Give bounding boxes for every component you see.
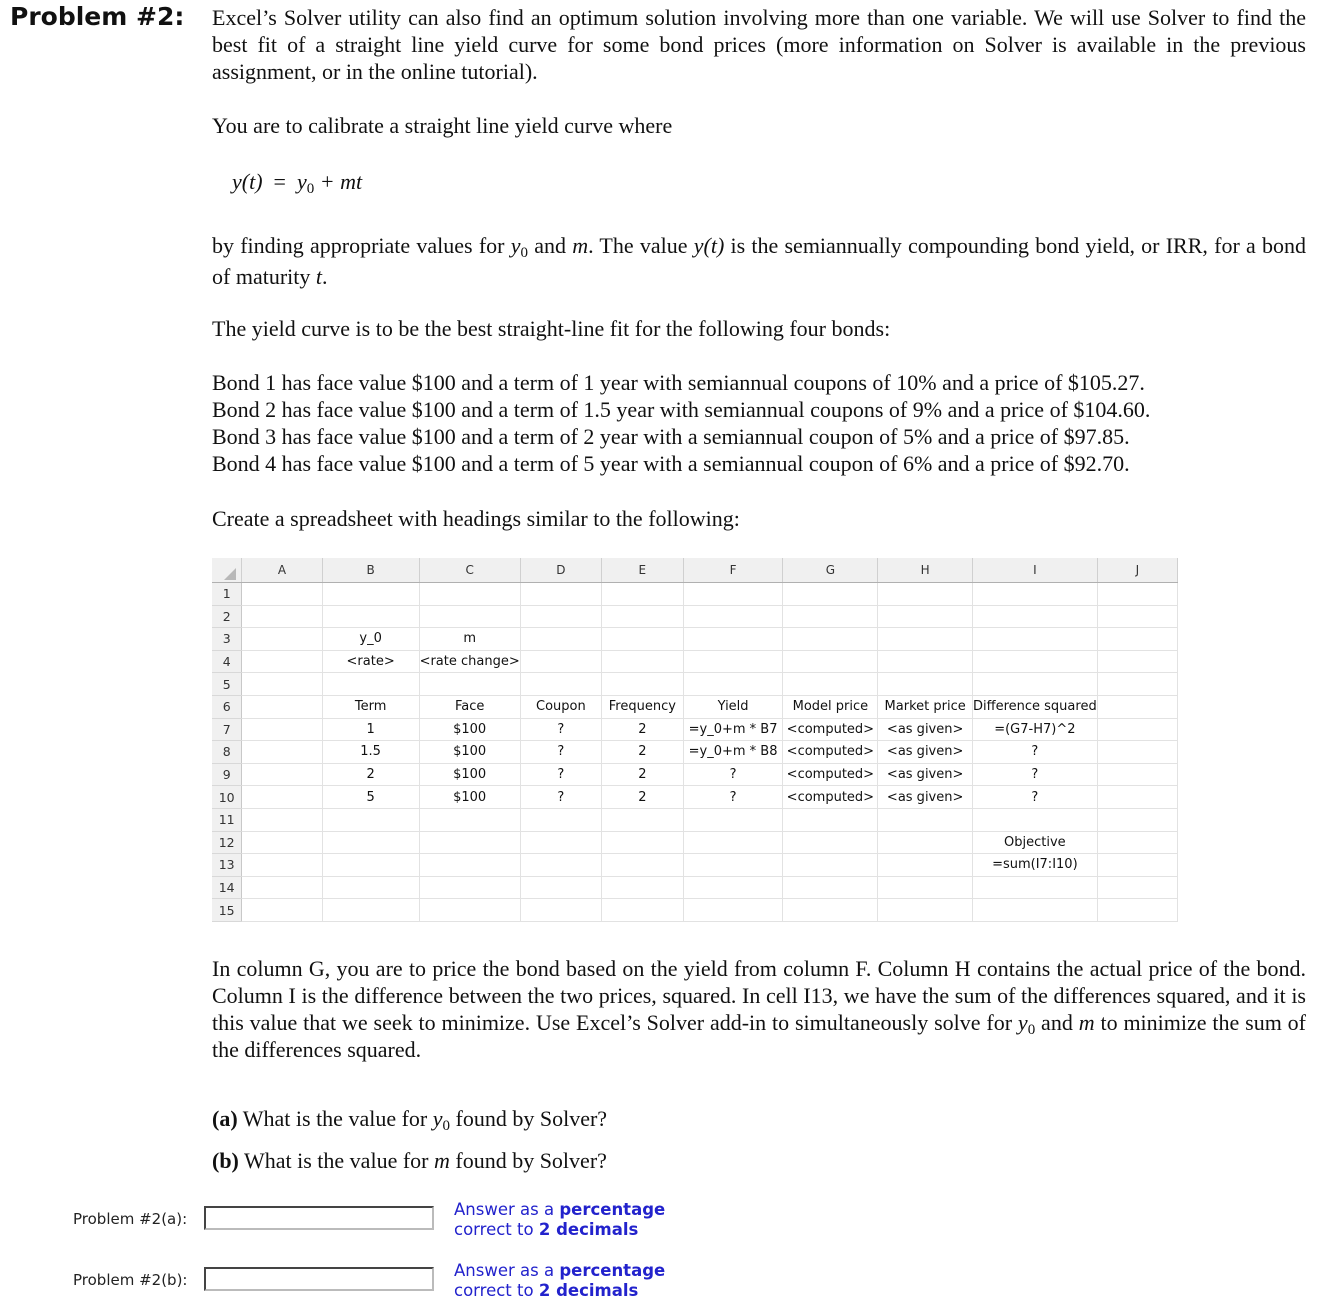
yield-formula: $y(t) = y_0$ + mt	[232, 169, 363, 197]
row-header[interactable]: 2	[212, 605, 242, 628]
sheet-cell[interactable]	[242, 583, 322, 606]
sheet-cell[interactable]	[520, 831, 601, 854]
question-b: (b) What is the value for m found by Solver?	[212, 1148, 607, 1173]
bond-line: Bond 4 has face value $100 and a term of 5 year with a semiannual coupon of 6% and a price of $92.70.	[212, 451, 1130, 476]
sheet-cell[interactable]	[242, 763, 322, 786]
sheet-cell[interactable]: ?	[520, 718, 601, 741]
row-header[interactable]: 3	[212, 628, 242, 651]
sheet-cell[interactable]	[602, 650, 684, 673]
sheet-cell[interactable]: <computed>	[783, 741, 878, 764]
sheet-cell[interactable]: ?	[973, 763, 1098, 786]
sheet-cell[interactable]	[683, 808, 783, 831]
sheet-cell[interactable]	[602, 831, 684, 854]
sheet-cell[interactable]: Difference squared	[973, 695, 1098, 718]
sheet-cell[interactable]	[973, 628, 1098, 651]
sheet-cell[interactable]: <as given>	[878, 718, 973, 741]
sheet-cell[interactable]: Model price	[783, 695, 878, 718]
sheet-cell[interactable]: m	[419, 628, 520, 651]
sheet-cell[interactable]	[783, 583, 878, 606]
sheet-cell[interactable]	[683, 583, 783, 606]
sheet-row	[212, 695, 1178, 718]
answer-a-input[interactable]	[204, 1206, 434, 1230]
sheet-cell[interactable]	[322, 673, 419, 696]
sheet-cell[interactable]	[242, 854, 322, 877]
sheet-cell[interactable]	[322, 854, 419, 877]
sheet-cell[interactable]	[242, 786, 322, 809]
sheet-cell[interactable]	[783, 808, 878, 831]
sheet-cell[interactable]	[520, 605, 601, 628]
sheet-cell[interactable]	[602, 628, 684, 651]
select-all-corner[interactable]	[212, 558, 242, 583]
sheet-cell[interactable]	[242, 899, 322, 922]
sheet-cell[interactable]	[322, 808, 419, 831]
sheet-cell[interactable]	[419, 831, 520, 854]
answer-b-hint: Answer as a percentage correct to 2 decimals	[454, 1261, 666, 1300]
sheet-cell[interactable]	[602, 876, 684, 899]
fit-text: The yield curve is to be the best straight-line fit for the following four bonds:	[212, 316, 891, 341]
sheet-cell[interactable]	[1097, 605, 1177, 628]
sheet-cell[interactable]	[783, 605, 878, 628]
sheet-cell[interactable]	[1097, 763, 1177, 786]
sheet-row	[212, 831, 1178, 854]
sheet-cell[interactable]: $100	[419, 763, 520, 786]
sheet-cell[interactable]: =(G7-H7)^2	[973, 718, 1098, 741]
row-header[interactable]: 4	[212, 650, 242, 673]
sheet-cell[interactable]	[1097, 854, 1177, 877]
sheet-cell[interactable]: <as given>	[878, 763, 973, 786]
spreadsheet	[212, 558, 1178, 922]
sheet-cell[interactable]	[683, 628, 783, 651]
sheet-cell[interactable]	[602, 854, 684, 877]
sheet-cell[interactable]: =y_0+m * B7	[683, 718, 783, 741]
sheet-cell[interactable]	[322, 899, 419, 922]
sheet-cell[interactable]	[1097, 673, 1177, 696]
sheet-cell[interactable]: <computed>	[783, 786, 878, 809]
row-header[interactable]: 13	[212, 854, 242, 877]
sheet-cell[interactable]: Yield	[683, 695, 783, 718]
sheet-row	[212, 628, 1178, 651]
sheet-cell[interactable]	[602, 808, 684, 831]
bond-line: Bond 1 has face value $100 and a term of 1 year with semiannual coupons of 10% and a price of $105.27.	[212, 370, 1145, 395]
answer-b-input[interactable]	[204, 1267, 434, 1291]
sheet-row	[212, 899, 1178, 922]
sheet-cell[interactable]: <rate>	[322, 650, 419, 673]
row-header[interactable]: 14	[212, 876, 242, 899]
sheet-row	[212, 763, 1178, 786]
sheet-cell[interactable]	[973, 673, 1098, 696]
sheet-cell[interactable]	[520, 628, 601, 651]
sheet-cell[interactable]: Term	[322, 695, 419, 718]
column-header[interactable]: C	[419, 558, 520, 583]
sheet-cell[interactable]: 2	[602, 763, 684, 786]
sheet-cell[interactable]	[419, 605, 520, 628]
sheet-cell[interactable]	[242, 741, 322, 764]
sheet-cell[interactable]	[419, 854, 520, 877]
sheet-cell[interactable]	[1097, 650, 1177, 673]
sheet-row	[212, 854, 1178, 877]
column-header[interactable]: G	[783, 558, 878, 583]
column-header-row	[212, 558, 1178, 583]
sheet-cell[interactable]: $100	[419, 718, 520, 741]
sheet-cell[interactable]	[1097, 899, 1177, 922]
sheet-cell[interactable]	[602, 583, 684, 606]
sheet-cell[interactable]: ?	[683, 786, 783, 809]
sheet-cell[interactable]	[973, 876, 1098, 899]
sheet-cell[interactable]: 2	[322, 763, 419, 786]
sheet-cell[interactable]	[419, 583, 520, 606]
row-header[interactable]: 11	[212, 808, 242, 831]
sheet-cell[interactable]: Market price	[878, 695, 973, 718]
sheet-cell[interactable]	[520, 854, 601, 877]
finding-paragraph: by finding appropriate values for $y_0$ and m. The value y(t) is the semiannually compounding bond yield, or IRR, for a bond of maturity t.	[212, 233, 1307, 289]
sheet-cell[interactable]	[242, 718, 322, 741]
sheet-cell[interactable]	[878, 605, 973, 628]
column-header[interactable]: I	[973, 558, 1098, 583]
sheet-cell[interactable]	[973, 808, 1098, 831]
sheet-cell[interactable]	[322, 583, 419, 606]
sheet-cell[interactable]: <rate change>	[419, 650, 520, 673]
sheet-cell[interactable]	[878, 876, 973, 899]
sheet-cell[interactable]: y_0	[322, 628, 419, 651]
sheet-cell[interactable]	[783, 854, 878, 877]
column-header[interactable]: E	[602, 558, 684, 583]
sheet-cell[interactable]: =y_0+m * B8	[683, 741, 783, 764]
sheet-cell[interactable]: ?	[973, 741, 1098, 764]
sheet-cell[interactable]	[419, 876, 520, 899]
sheet-cell[interactable]	[520, 583, 601, 606]
sheet-cell[interactable]: <as given>	[878, 786, 973, 809]
sheet-cell[interactable]: Coupon	[520, 695, 601, 718]
sheet-cell[interactable]	[878, 831, 973, 854]
sheet-cell[interactable]	[783, 831, 878, 854]
sheet-cell[interactable]: 5	[322, 786, 419, 809]
sheet-cell[interactable]	[783, 876, 878, 899]
sheet-cell[interactable]	[242, 831, 322, 854]
sheet-cell[interactable]: Frequency	[602, 695, 684, 718]
sheet-cell[interactable]	[878, 808, 973, 831]
sheet-cell[interactable]	[683, 650, 783, 673]
column-header[interactable]: F	[683, 558, 783, 583]
column-g-paragraph: In column G, you are to price the bond based on the yield from column F. Column H contains the actual price of the bond. Column I is the difference between the two prices, squared. In cell I13, we have the sum of the differences squared, and it is this value that we seek to minimize. Use Excel’s Solver add-in to simultaneously solve for $y_0$ and m to minimize the sum of the differences squared.	[212, 956, 1307, 1062]
sheet-cell[interactable]: =sum(I7:I10)	[973, 854, 1098, 877]
sheet-cell[interactable]	[783, 628, 878, 651]
sheet-cell[interactable]	[242, 673, 322, 696]
problem-title: Problem #2:	[10, 2, 185, 31]
bond-line: Bond 3 has face value $100 and a term of 2 year with a semiannual coupon of 5% and a price of $97.85.	[212, 424, 1130, 449]
sheet-cell[interactable]	[1097, 628, 1177, 651]
sheet-cell[interactable]	[242, 650, 322, 673]
sheet-cell[interactable]	[1097, 695, 1177, 718]
sheet-cell[interactable]: $100	[419, 786, 520, 809]
sheet-cell[interactable]	[242, 605, 322, 628]
sheet-cell[interactable]	[322, 876, 419, 899]
column-header[interactable]: J	[1097, 558, 1177, 583]
sheet-cell[interactable]	[419, 808, 520, 831]
sheet-cell[interactable]	[602, 899, 684, 922]
sheet-cell[interactable]	[520, 808, 601, 831]
sheet-cell[interactable]	[973, 899, 1098, 922]
sheet-cell[interactable]	[683, 876, 783, 899]
row-header[interactable]: 15	[212, 899, 242, 922]
sheet-cell[interactable]: ?	[973, 786, 1098, 809]
sheet-row	[212, 741, 1178, 764]
sheet-cell[interactable]	[520, 876, 601, 899]
sheet-cell[interactable]: <computed>	[783, 718, 878, 741]
question-a: (a) What is the value for $y_0$ found by Solver?	[212, 1106, 608, 1134]
sheet-cell[interactable]: ?	[520, 763, 601, 786]
sheet-cell[interactable]	[242, 695, 322, 718]
sheet-row	[212, 605, 1178, 628]
row-header[interactable]: 9	[212, 763, 242, 786]
sheet-cell[interactable]	[1097, 831, 1177, 854]
sheet-cell[interactable]	[1097, 583, 1177, 606]
sheet-cell[interactable]	[1097, 718, 1177, 741]
sheet-cell[interactable]: ?	[520, 741, 601, 764]
sheet-cell[interactable]	[322, 831, 419, 854]
answer-b-label: Problem #2(b):	[73, 1271, 188, 1289]
bond-list	[212, 369, 1306, 477]
sheet-row	[212, 650, 1178, 673]
sheet-row	[212, 876, 1178, 899]
sheet-cell[interactable]	[1097, 808, 1177, 831]
sheet-cell[interactable]	[683, 899, 783, 922]
sheet-row	[212, 673, 1178, 696]
calibrate-text: You are to calibrate a straight line yield curve where	[212, 113, 673, 138]
sheet-cell[interactable]	[419, 899, 520, 922]
create-text: Create a spreadsheet with headings similar to the following:	[212, 506, 740, 531]
sheet-cell[interactable]: Face	[419, 695, 520, 718]
sheet-row	[212, 808, 1178, 831]
sheet-cell[interactable]	[683, 673, 783, 696]
sheet-cell[interactable]	[242, 628, 322, 651]
sheet-cell[interactable]	[602, 673, 684, 696]
sheet-cell[interactable]	[242, 808, 322, 831]
row-header[interactable]: 8	[212, 741, 242, 764]
sheet-cell[interactable]: $100	[419, 741, 520, 764]
column-header[interactable]: B	[322, 558, 419, 583]
sheet-cell[interactable]	[520, 673, 601, 696]
sheet-cell[interactable]	[878, 854, 973, 877]
sheet-cell[interactable]	[602, 605, 684, 628]
sheet-cell[interactable]	[520, 899, 601, 922]
sheet-cell[interactable]	[973, 605, 1098, 628]
answer-a-label: Problem #2(a):	[73, 1210, 188, 1228]
sheet-cell[interactable]	[973, 650, 1098, 673]
sheet-cell[interactable]	[878, 583, 973, 606]
sheet-cell[interactable]	[878, 673, 973, 696]
sheet-cell[interactable]: ?	[520, 786, 601, 809]
sheet-cell[interactable]: ?	[683, 763, 783, 786]
sheet-cell[interactable]	[242, 876, 322, 899]
sheet-cell[interactable]	[1097, 741, 1177, 764]
sheet-cell[interactable]	[783, 650, 878, 673]
sheet-cell[interactable]: 2	[602, 786, 684, 809]
sheet-cell[interactable]: 2	[602, 718, 684, 741]
row-header[interactable]: 6	[212, 695, 242, 718]
sheet-row	[212, 718, 1178, 741]
column-header[interactable]: D	[520, 558, 601, 583]
row-header[interactable]: 12	[212, 831, 242, 854]
sheet-cell[interactable]	[683, 854, 783, 877]
answer-a-hint: Answer as a percentage correct to 2 decimals	[454, 1200, 666, 1239]
sheet-cell[interactable]	[878, 899, 973, 922]
sheet-cell[interactable]	[419, 673, 520, 696]
sheet-cell[interactable]	[973, 583, 1098, 606]
intro-paragraph: Excel’s Solver utility can also find an optimum solution involving more than one variable. We will use Solver to find the best fit of a straight line yield curve for some bond prices (more information on Solver is available in the previous assignment, or in the online tutorial).	[212, 5, 1306, 84]
sheet-cell[interactable]: 2	[602, 741, 684, 764]
row-header[interactable]: 1	[212, 583, 242, 606]
sheet-cell[interactable]: Objective	[973, 831, 1098, 854]
row-header[interactable]: 7	[212, 718, 242, 741]
sheet-cell[interactable]	[878, 628, 973, 651]
sheet-cell[interactable]: 1.5	[322, 741, 419, 764]
sheet-cell[interactable]	[322, 605, 419, 628]
sheet-cell[interactable]	[1097, 876, 1177, 899]
sheet-cell[interactable]	[783, 673, 878, 696]
sheet-cell[interactable]: <as given>	[878, 741, 973, 764]
sheet-cell[interactable]	[683, 605, 783, 628]
sheet-cell[interactable]: <computed>	[783, 763, 878, 786]
row-header[interactable]: 10	[212, 786, 242, 809]
bond-line: Bond 2 has face value $100 and a term of 1.5 year with semiannual coupons of 9% and a price of $104.60.	[212, 397, 1151, 422]
sheet-cell[interactable]: 1	[322, 718, 419, 741]
sheet-cell[interactable]	[683, 831, 783, 854]
row-header[interactable]: 5	[212, 673, 242, 696]
sheet-cell[interactable]	[878, 650, 973, 673]
sheet-row	[212, 786, 1178, 809]
sheet-cell[interactable]	[1097, 786, 1177, 809]
column-header[interactable]: A	[242, 558, 322, 583]
column-header[interactable]: H	[878, 558, 973, 583]
sheet-cell[interactable]	[783, 899, 878, 922]
sheet-row	[212, 583, 1178, 606]
sheet-cell[interactable]	[520, 650, 601, 673]
